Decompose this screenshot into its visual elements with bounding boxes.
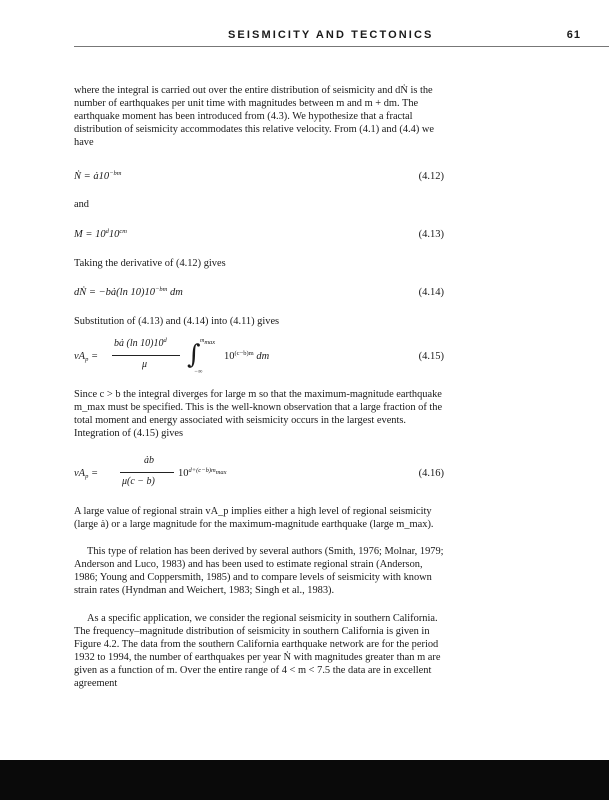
eq-4-13-exponent: d [105,228,109,235]
eq-4-15-number: (4.15) [418,351,444,362]
taking-derivative-text: Taking the derivative of (4.12) gives [74,258,226,269]
eq-4-15-lower-limit: −∞ [194,369,203,375]
paragraph-intro: where the integral is carried out over the entire distribution of seismicity and dṄ is the number of earthquakes per unit time with magnitudes between m and m + dm. The earthquake moment has been introduced from (4.3). We hypothesize that a fractal distribution of seismicity accommodates this relative velocity. From (4.1) and (4.4) we have [74,85,435,148]
paragraph-large-value: A large value of regional strain vA_p implies either a high level of regional seismicity (large ȧ) or a large magnitude for the maximum-magnitude earthquake (large m_max). [74,506,434,530]
paragraph-since: Since c > b the integral diverges for large m so that the maximum-magnitude earthquake m_max must be specified. This is the well-known observation that a large fraction of the total moment and energy associated with seismicity occurs in the largest events. Integration of (4.15) gives [74,389,443,439]
eq-4-15-numerator-sup: d [163,337,167,344]
eq-4-15-integrand-sup: (c−b)m [234,350,254,357]
eq-4-16-denominator: μ(c − b) [122,476,155,487]
eq-4-14-exponent: −bm [154,286,168,293]
eq-4-12-formula: Ṅ = ȧ10 [74,171,110,182]
page-number: 61 [566,29,581,41]
eq-4-16-numerator: ȧb [144,455,154,466]
eq-4-15-integrand: 10 [224,351,235,362]
eq-4-16-term-sup: d+(c−b)m [188,467,216,474]
equation-4-15: $vA_p$ = bȧ (ln 10)10$^d$ μ ∫ $m_{max}$ −∞ $10^{(c-b)m}$ dm (4.15) [74,337,444,375]
eq-4-13-exponent2: cm [119,228,127,235]
eq-4-14-tail: dm [167,287,183,298]
eq-4-15-upper-limit: m [200,338,205,344]
eq-4-15-lhs-sub: p [85,356,89,363]
eq-4-15-numerator: bȧ (ln 10)10 [114,338,164,349]
eq-4-15-fraction-bar [112,355,180,356]
eq-4-15-lhs: vA [74,351,86,362]
and-label: and [74,199,90,210]
eq-4-16-fraction-bar [120,472,174,473]
eq-4-13-formula: M = 10 [74,229,106,240]
eq-4-16-lhs-sub: p [85,473,89,480]
eq-4-14-formula: dṄ = −bȧ(ln 10)10 [74,287,155,298]
substitution-text: Substitution of (4.13) and (4.14) into (4.11) gives [74,316,280,327]
equation-4-12 [74,171,444,191]
integral-sign: ∫ [187,340,201,370]
eq-4-15-differential: dm [253,351,270,362]
paragraph-specific-application: As a specific application, we consider the regional seismicity in southern California. The frequency–magnitude distribution of seismicity in southern California is given in Figure 4.2. The data from the southern California earthquake network are for the period 1932 to 1994, the number of earthquakes per year Ṅ with magnitudes greater than m are given as a function of m. Over the entire range of 4 < m < 7.5 the data are in excellent agreement [74,613,441,689]
eq-4-16-term-sup-sub: max [215,469,227,476]
eq-4-15-denominator: μ [142,359,148,370]
eq-4-12-exponent: −bm [109,170,122,177]
eq-4-16-term: 10 [178,468,189,479]
running-title: SEISMICITY AND TECTONICS [228,29,434,41]
eq-4-13-number: (4.13) [418,229,444,240]
eq-4-12-number: (4.12) [418,171,444,182]
eq-4-16-number: (4.16) [418,468,444,479]
header-rule [74,46,609,47]
eq-4-16-lhs: vA [74,468,86,479]
scan-bottom-band [0,760,609,800]
equation-4-16: $vA_p$ = ȧb μ(c − b) $10^{d+(c-b)m_{max}}$ (4.16) [74,455,444,487]
paragraph-relation: This type of relation has been derived by several authors (Smith, 1976; Molnar, 1979; Anderson and Luco, 1983) and has been used to estimate regional strain (Anderson, 1986; Young and Coppersmith, 1985) and to compare levels of seismicity with known strain rates (Hyndman and Weichert, 1983; Singh et al., 1983). [74,546,444,596]
equation-4-13 [74,229,444,249]
eq-4-15-upper-limit-sub: max [204,339,216,346]
eq-4-14-number: (4.14) [418,287,444,298]
eq-4-13-tail: 10 [108,229,120,240]
equation-4-14 [74,287,444,307]
